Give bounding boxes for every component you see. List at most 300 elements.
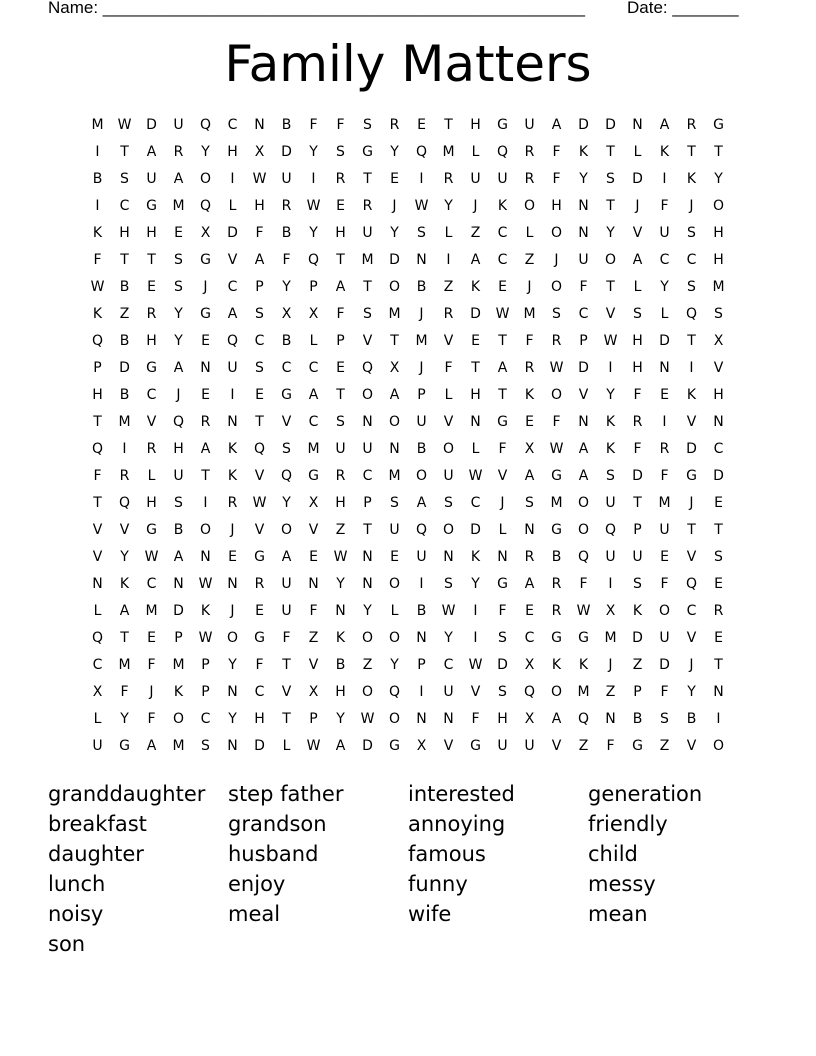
grid-letter: M: [172, 656, 185, 673]
grid-letter: I: [608, 575, 613, 592]
grid-letter: O: [550, 386, 563, 403]
grid-letter: R: [443, 170, 454, 187]
grid-letter: U: [173, 467, 184, 484]
word-bank-item: step father: [228, 782, 344, 806]
grid-letter: S: [633, 575, 642, 592]
grid-letter: B: [119, 332, 130, 349]
grid-letter: J: [230, 602, 235, 619]
grid-letter: Q: [280, 467, 293, 484]
grid-letter: G: [551, 467, 562, 484]
grid-letter: D: [578, 116, 589, 133]
grid-letter: Q: [199, 116, 212, 133]
grid-letter: I: [230, 170, 235, 187]
grid-letter: C: [713, 440, 724, 457]
grid-letter: G: [146, 359, 157, 376]
grid-letter: G: [497, 575, 508, 592]
grid-letter: R: [173, 143, 184, 160]
grid-letter: R: [335, 467, 346, 484]
grid-letter: E: [228, 548, 237, 565]
grid-letter: C: [92, 656, 103, 673]
grid-letter: R: [443, 305, 454, 322]
grid-letter: K: [659, 143, 670, 160]
grid-letter: A: [470, 251, 481, 268]
grid-letter: E: [498, 278, 507, 295]
grid-letter: J: [608, 656, 613, 673]
grid-letter: A: [173, 548, 184, 565]
grid-letter: A: [308, 386, 319, 403]
grid-letter: I: [446, 251, 451, 268]
grid-letter: X: [308, 494, 319, 511]
grid-letter: H: [146, 494, 157, 511]
grid-letter: L: [444, 224, 453, 241]
grid-letter: M: [307, 440, 320, 457]
grid-letter: H: [551, 197, 562, 214]
grid-letter: O: [280, 521, 293, 538]
grid-letter: I: [230, 386, 235, 403]
grid-letter: Q: [577, 710, 590, 727]
grid-letter: B: [551, 548, 562, 565]
grid-letter: D: [659, 656, 670, 673]
grid-letter: T: [93, 413, 102, 430]
grid-letter: Y: [282, 278, 291, 295]
grid-letter: Y: [336, 575, 345, 592]
grid-letter: C: [119, 197, 130, 214]
grid-letter: J: [500, 494, 505, 511]
grid-letter: T: [363, 278, 372, 295]
grid-letter: U: [362, 440, 373, 457]
grid-letter: N: [497, 548, 508, 565]
grid-letter: S: [390, 494, 399, 511]
grid-letter: Z: [470, 224, 481, 241]
grid-letter: I: [122, 440, 127, 457]
grid-letter: Q: [91, 332, 104, 349]
grid-letter: Q: [577, 548, 590, 565]
grid-letter: C: [524, 629, 535, 646]
grid-letter: C: [362, 467, 373, 484]
grid-letter: E: [309, 548, 318, 565]
grid-letter: Q: [199, 197, 212, 214]
grid-letter: T: [606, 143, 615, 160]
grid-letter: F: [525, 332, 534, 349]
grid-letter: X: [416, 737, 427, 754]
grid-letter: P: [633, 521, 642, 538]
grid-letter: M: [415, 332, 428, 349]
grid-letter: F: [660, 683, 669, 700]
grid-letter: E: [525, 413, 534, 430]
grid-letter: T: [282, 656, 291, 673]
grid-letter: O: [523, 197, 536, 214]
grid-letter: L: [633, 278, 642, 295]
grid-letter: F: [633, 386, 642, 403]
grid-letter: F: [282, 629, 291, 646]
grid-letter: S: [363, 116, 372, 133]
grid-letter: J: [230, 521, 235, 538]
grid-letter: S: [498, 683, 507, 700]
grid-letter: Q: [415, 521, 428, 538]
grid-letter: Q: [226, 332, 239, 349]
grid-letter: A: [497, 359, 508, 376]
grid-letter: W: [117, 116, 132, 133]
grid-letter: C: [227, 278, 238, 295]
grid-letter: A: [119, 602, 130, 619]
grid-letter: T: [363, 521, 372, 538]
grid-letter: D: [227, 224, 238, 241]
word-bank-item: generation: [588, 782, 703, 806]
word-bank-item: annoying: [408, 812, 506, 836]
grid-letter: F: [336, 305, 345, 322]
grid-letter: X: [92, 683, 103, 700]
grid-letter: C: [281, 359, 292, 376]
grid-letter: S: [120, 170, 129, 187]
grid-letter: V: [254, 467, 265, 484]
grid-letter: C: [254, 332, 265, 349]
grid-letter: F: [552, 170, 561, 187]
grid-letter: I: [473, 629, 478, 646]
grid-letter: H: [335, 224, 346, 241]
grid-letter: A: [335, 278, 346, 295]
grid-letter: N: [524, 521, 535, 538]
grid-letter: W: [252, 170, 267, 187]
grid-letter: X: [308, 305, 319, 322]
grid-letter: U: [281, 602, 292, 619]
grid-letter: A: [281, 548, 292, 565]
grid-letter: R: [119, 467, 130, 484]
grid-letter: V: [578, 386, 589, 403]
grid-letter: C: [470, 494, 481, 511]
grid-letter: B: [281, 224, 292, 241]
grid-letter: C: [686, 602, 697, 619]
grid-letter: H: [632, 332, 643, 349]
grid-letter: A: [416, 494, 427, 511]
grid-letter: D: [254, 737, 265, 754]
grid-letter: H: [227, 143, 238, 160]
grid-letter: V: [686, 737, 697, 754]
grid-letter: Q: [307, 251, 320, 268]
grid-letter: M: [550, 494, 563, 511]
grid-letter: K: [92, 305, 103, 322]
grid-letter: L: [93, 710, 102, 727]
grid-letter: Q: [91, 629, 104, 646]
grid-letter: O: [712, 197, 725, 214]
grid-letter: M: [172, 197, 185, 214]
grid-letter: E: [390, 170, 399, 187]
word-bank-item: son: [48, 932, 86, 956]
grid-letter: A: [578, 440, 589, 457]
grid-letter: N: [443, 548, 454, 565]
grid-letter: X: [524, 440, 535, 457]
grid-letter: S: [633, 305, 642, 322]
grid-letter: C: [254, 683, 265, 700]
word-bank-item: friendly: [588, 812, 668, 836]
grid-letter: V: [443, 737, 454, 754]
grid-letter: T: [255, 413, 264, 430]
grid-letter: D: [632, 467, 643, 484]
grid-letter: Y: [228, 656, 237, 673]
grid-letter: U: [281, 575, 292, 592]
grid-letter: B: [686, 710, 697, 727]
grid-letter: U: [470, 170, 481, 187]
grid-letter: T: [390, 332, 399, 349]
grid-letter: Z: [308, 629, 319, 646]
grid-letter: O: [361, 629, 374, 646]
grid-letter: N: [416, 710, 427, 727]
word-bank-item: lunch: [48, 872, 106, 896]
grid-letter: Z: [605, 683, 616, 700]
grid-letter: Y: [309, 143, 318, 160]
grid-letter: L: [471, 440, 480, 457]
grid-letter: V: [686, 629, 697, 646]
grid-letter: T: [93, 494, 102, 511]
grid-letter: U: [497, 170, 508, 187]
grid-letter: Y: [174, 305, 183, 322]
grid-letter: N: [254, 116, 265, 133]
grid-letter: E: [471, 332, 480, 349]
grid-letter: J: [419, 359, 424, 376]
grid-letter: R: [389, 116, 400, 133]
grid-letter: E: [201, 332, 210, 349]
word-bank-item: famous: [408, 842, 486, 866]
grid-letter: O: [388, 710, 401, 727]
grid-letter: D: [281, 143, 292, 160]
grid-letter: M: [604, 629, 617, 646]
grid-letter: N: [416, 251, 427, 268]
grid-letter: B: [416, 278, 427, 295]
grid-letter: H: [713, 251, 724, 268]
grid-letter: U: [443, 467, 454, 484]
page-title: Family Matters: [224, 35, 592, 93]
grid-letter: S: [417, 224, 426, 241]
grid-letter: G: [146, 197, 157, 214]
grid-letter: H: [497, 710, 508, 727]
grid-letter: X: [281, 305, 292, 322]
grid-letter: U: [362, 224, 373, 241]
grid-letter: S: [714, 548, 723, 565]
grid-letter: T: [714, 521, 723, 538]
grid-letter: A: [173, 359, 184, 376]
grid-letter: B: [335, 656, 346, 673]
grid-letter: U: [389, 521, 400, 538]
grid-letter: T: [606, 278, 615, 295]
grid-letter: J: [689, 197, 694, 214]
grid-letter: D: [713, 467, 724, 484]
grid-letter: F: [336, 116, 345, 133]
grid-letter: K: [173, 683, 184, 700]
grid-letter: D: [659, 332, 670, 349]
grid-letter: Q: [172, 413, 185, 430]
grid-letter: N: [227, 683, 238, 700]
grid-letter: U: [605, 548, 616, 565]
grid-letter: F: [120, 683, 129, 700]
grid-letter: Y: [201, 143, 210, 160]
grid-letter: F: [552, 413, 561, 430]
grid-letter: R: [146, 440, 157, 457]
grid-letter: A: [389, 386, 400, 403]
grid-letter: Y: [336, 710, 345, 727]
grid-letter: I: [689, 359, 694, 376]
grid-letter: O: [388, 575, 401, 592]
grid-letter: J: [149, 683, 154, 700]
grid-letter: O: [712, 737, 725, 754]
grid-letter: R: [200, 413, 211, 430]
grid-letter: F: [444, 359, 453, 376]
grid-letter: K: [92, 224, 103, 241]
grid-letter: L: [93, 602, 102, 619]
grid-letter: N: [308, 575, 319, 592]
grid-letter: A: [146, 737, 157, 754]
grid-letter: Z: [362, 656, 373, 673]
grid-letter: V: [281, 413, 292, 430]
grid-letter: A: [578, 467, 589, 484]
grid-letter: U: [281, 170, 292, 187]
grid-letter: D: [173, 602, 184, 619]
grid-letter: G: [362, 143, 373, 160]
grid-letter: B: [92, 170, 103, 187]
grid-letter: H: [146, 224, 157, 241]
grid-letter: D: [389, 251, 400, 268]
grid-letter: J: [689, 494, 694, 511]
grid-letter: V: [92, 521, 103, 538]
grid-letter: T: [687, 521, 696, 538]
grid-letter: O: [415, 467, 428, 484]
grid-letter: N: [227, 413, 238, 430]
grid-letter: I: [419, 683, 424, 700]
grid-letter: T: [282, 710, 291, 727]
grid-letter: G: [119, 737, 130, 754]
grid-letter: H: [254, 710, 265, 727]
grid-letter: C: [443, 656, 454, 673]
grid-letter: F: [660, 467, 669, 484]
grid-letter: Q: [118, 494, 131, 511]
grid-letter: V: [281, 683, 292, 700]
grid-letter: X: [254, 143, 265, 160]
grid-letter: T: [687, 332, 696, 349]
grid-letter: U: [146, 170, 157, 187]
grid-letter: N: [416, 629, 427, 646]
grid-letter: P: [417, 386, 426, 403]
grid-letter: C: [308, 413, 319, 430]
grid-letter: J: [176, 386, 181, 403]
grid-letter: N: [173, 575, 184, 592]
grid-letter: F: [471, 710, 480, 727]
grid-letter: G: [200, 251, 211, 268]
grid-letter: F: [660, 197, 669, 214]
grid-letter: H: [713, 386, 724, 403]
grid-letter: J: [473, 197, 478, 214]
grid-letter: Z: [524, 251, 535, 268]
grid-letter: O: [442, 521, 455, 538]
grid-letter: I: [716, 710, 721, 727]
grid-letter: O: [442, 440, 455, 457]
grid-letter: O: [361, 386, 374, 403]
date-field-label: Date: _______: [627, 0, 739, 17]
grid-letter: A: [659, 116, 670, 133]
grid-letter: M: [523, 305, 536, 322]
grid-letter: I: [419, 170, 424, 187]
grid-letter: N: [578, 197, 589, 214]
grid-letter: X: [389, 359, 400, 376]
grid-letter: T: [120, 143, 129, 160]
grid-letter: T: [498, 332, 507, 349]
grid-letter: T: [606, 197, 615, 214]
word-bank-item: breakfast: [48, 812, 147, 836]
grid-letter: N: [200, 359, 211, 376]
grid-letter: I: [419, 575, 424, 592]
grid-letter: Y: [282, 494, 291, 511]
grid-letter: A: [146, 143, 157, 160]
grid-letter: Z: [443, 278, 454, 295]
grid-letter: T: [687, 143, 696, 160]
grid-letter: W: [468, 467, 483, 484]
grid-letter: T: [471, 359, 480, 376]
grid-letter: S: [201, 737, 210, 754]
grid-letter: B: [632, 710, 643, 727]
grid-letter: W: [333, 548, 348, 565]
grid-letter: K: [470, 278, 481, 295]
grid-letter: Y: [660, 278, 669, 295]
grid-letter: T: [120, 251, 129, 268]
grid-letter: K: [578, 143, 589, 160]
grid-letter: O: [199, 170, 212, 187]
grid-letter: X: [524, 656, 535, 673]
grid-letter: A: [524, 467, 535, 484]
grid-letter: P: [201, 656, 210, 673]
word-search-grid: [84, 111, 732, 759]
grid-letter: V: [443, 413, 454, 430]
grid-letter: N: [362, 575, 373, 592]
grid-letter: A: [227, 305, 238, 322]
grid-letter: B: [416, 440, 427, 457]
grid-letter: O: [388, 278, 401, 295]
grid-letter: C: [146, 575, 157, 592]
grid-letter: Q: [91, 440, 104, 457]
grid-letter: H: [146, 332, 157, 349]
grid-letter: W: [306, 737, 321, 754]
grid-letter: F: [282, 251, 291, 268]
grid-letter: C: [659, 251, 670, 268]
grid-letter: Y: [579, 170, 588, 187]
grid-letter: E: [147, 629, 156, 646]
grid-letter: P: [579, 332, 588, 349]
grid-letter: M: [442, 143, 455, 160]
grid-letter: D: [605, 116, 616, 133]
grid-letter: X: [524, 710, 535, 727]
grid-letter: O: [388, 413, 401, 430]
grid-letter: Y: [471, 575, 480, 592]
grid-letter: S: [606, 170, 615, 187]
grid-letter: Z: [335, 521, 346, 538]
grid-letter: F: [498, 440, 507, 457]
grid-letter: L: [282, 737, 291, 754]
grid-letter: R: [524, 548, 535, 565]
grid-letter: R: [713, 602, 724, 619]
grid-letter: O: [388, 629, 401, 646]
grid-letter: G: [308, 467, 319, 484]
grid-letter: Y: [228, 710, 237, 727]
grid-letter: I: [662, 413, 667, 430]
grid-letter: P: [93, 359, 102, 376]
grid-letter: A: [200, 440, 211, 457]
grid-letter: A: [335, 737, 346, 754]
grid-letter: O: [658, 602, 671, 619]
grid-letter: S: [363, 305, 372, 322]
grid-letter: W: [468, 656, 483, 673]
grid-letter: K: [119, 575, 130, 592]
word-bank-item: child: [588, 842, 638, 866]
grid-letter: P: [174, 629, 183, 646]
word-bank-item: granddaughter: [48, 782, 206, 806]
grid-letter: G: [686, 467, 697, 484]
grid-letter: N: [632, 116, 643, 133]
